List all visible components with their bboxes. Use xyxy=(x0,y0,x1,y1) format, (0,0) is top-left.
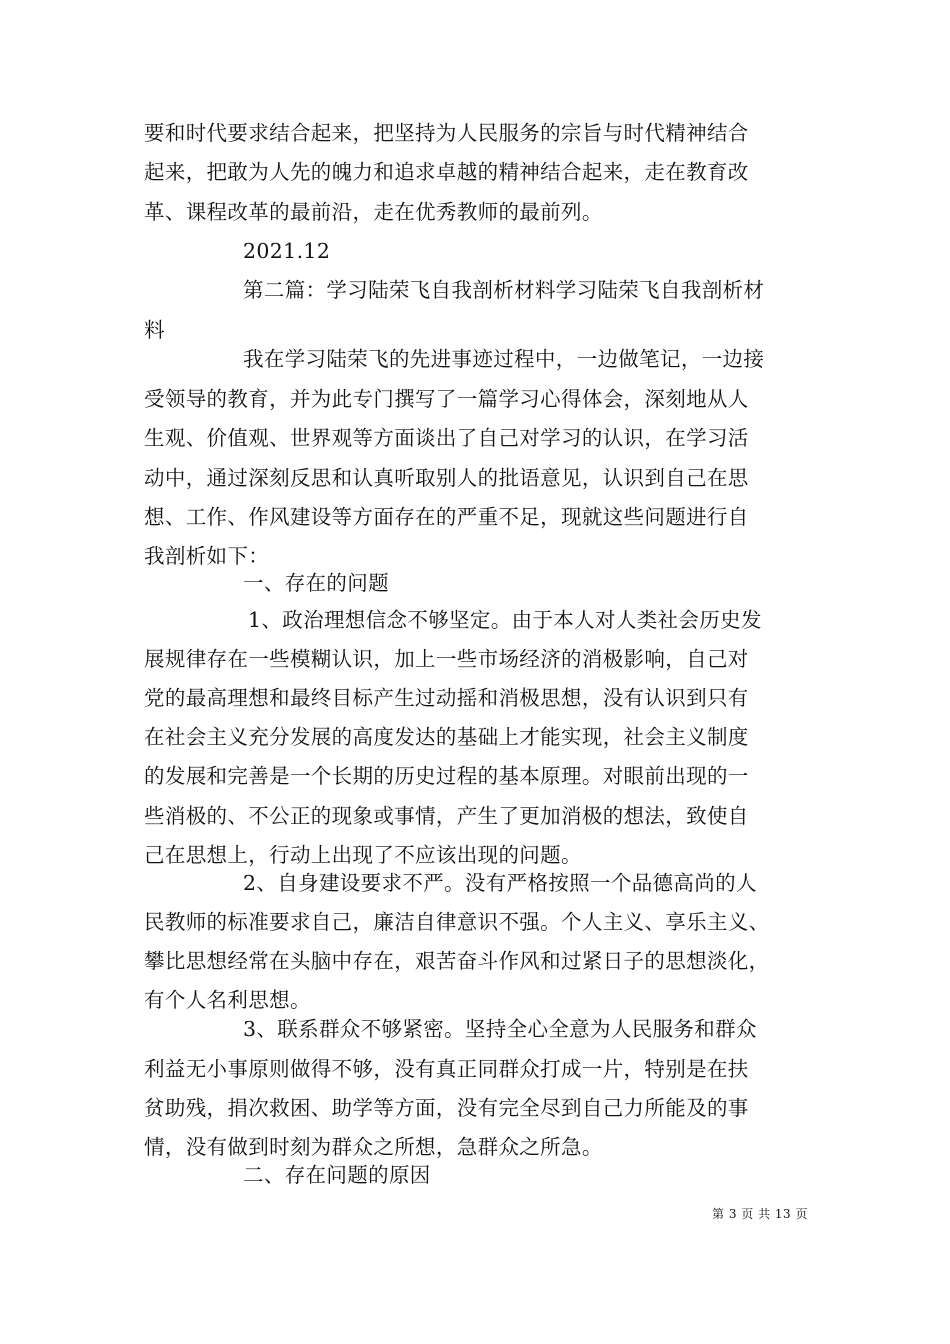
text-line: 利益无小事原则做得不够，没有真正同群众打成一片，特别是在扶 xyxy=(144,1057,749,1081)
text-line: 攀比思想经常在头脑中存在，艰苦奋斗作风和过紧日子的思想淡化， xyxy=(144,949,770,973)
text-line: 2、自身建设要求不严。没有严格按照一个品德高尚的人 xyxy=(243,871,757,895)
text-line: 要和时代要求结合起来，把坚持为人民服务的宗旨与时代精神结合 xyxy=(144,121,749,145)
text-line: 己在思想上，行动上出现了不应该出现的问题。 xyxy=(144,843,582,867)
text-line: 1、政治理想信念不够坚定。由于本人对人类社会历史发 xyxy=(248,608,762,632)
date-line: 2021.12 xyxy=(243,239,331,263)
page-number: 第 3 页 共 13 页 xyxy=(712,1207,808,1221)
section-title-line: 料 xyxy=(144,318,165,342)
text-line: 动中，通过深刻反思和认真听取别人的批语意见，认识到自己在思 xyxy=(144,466,749,490)
text-line: 民教师的标准要求自己，廉洁自律意识不强。个人主义、享乐主义、 xyxy=(144,910,770,934)
text-line: 情，没有做到时刻为群众之所想，急群众之所急。 xyxy=(144,1135,603,1159)
text-line: 革、课程改革的最前沿，走在优秀教师的最前列。 xyxy=(144,200,603,224)
text-line: 党的最高理想和最终目标产生过动摇和消极思想，没有认识到只有 xyxy=(144,686,749,710)
text-line: 的发展和完善是一个长期的历史过程的基本原理。对眼前出现的一 xyxy=(144,764,749,788)
section-title-line: 第二篇：学习陆荣飞自我剖析材料学习陆荣飞自我剖析材 xyxy=(243,278,765,302)
text-line: 3、联系群众不够紧密。坚持全心全意为人民服务和群众 xyxy=(243,1017,757,1041)
heading-line: 一、存在的问题 xyxy=(243,571,389,595)
text-line: 有个人名利思想。 xyxy=(144,988,311,1012)
text-line: 想、工作、作风建设等方面存在的严重不足，现就这些问题进行自 xyxy=(144,505,749,529)
text-line: 贫助残，捐次救困、助学等方面，没有完全尽到自己力所能及的事 xyxy=(144,1096,749,1120)
text-line: 展规律存在一些模糊认识，加上一些市场经济的消极影响，自己对 xyxy=(144,647,749,671)
text-line: 在社会主义充分发展的高度发达的基础上才能实现，社会主义制度 xyxy=(144,725,749,749)
text-line: 受领导的教育，并为此专门撰写了一篇学习心得体会，深刻地从人 xyxy=(144,387,749,411)
text-line: 我剖析如下： xyxy=(144,544,270,568)
text-line: 生观、价值观、世界观等方面谈出了自己对学习的认识，在学习活 xyxy=(144,426,749,450)
heading-line: 二、存在问题的原因 xyxy=(243,1163,431,1187)
text-line: 些消极的、不公正的现象或事情，产生了更加消极的想法，致使自 xyxy=(144,804,749,828)
text-line: 起来，把敢为人先的魄力和追求卓越的精神结合起来，走在教育改 xyxy=(144,160,749,184)
text-line: 我在学习陆荣飞的先进事迹过程中，一边做笔记，一边接 xyxy=(243,347,765,371)
